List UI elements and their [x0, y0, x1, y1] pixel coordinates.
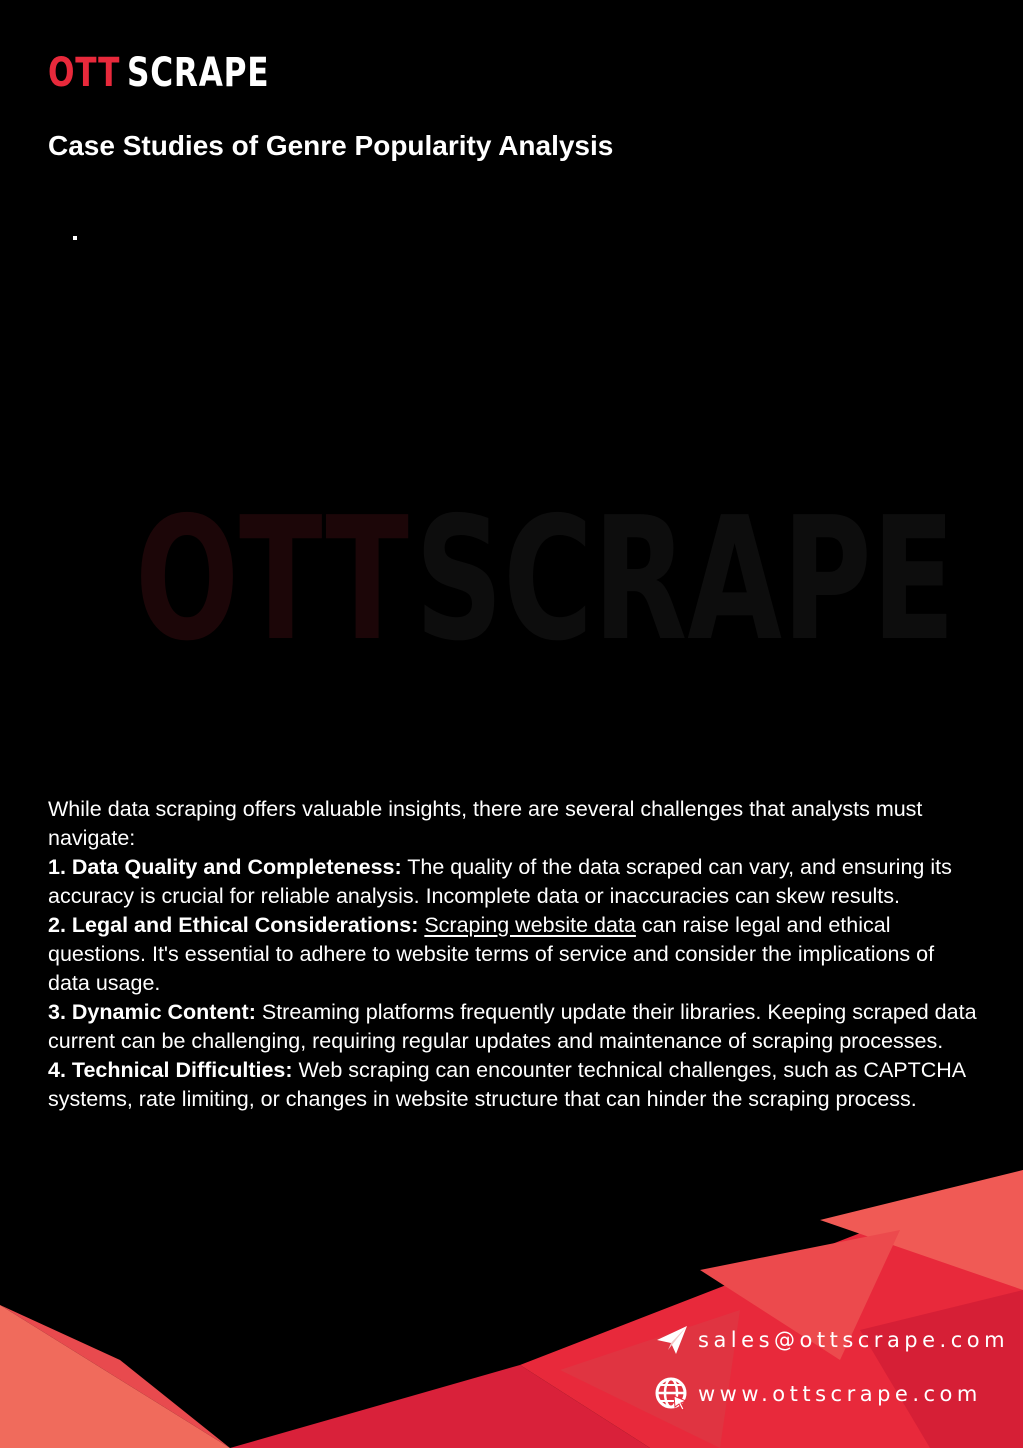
intro-paragraph: While data scraping offers valuable insights, there are several challenges that analysts must navigate:: [48, 797, 923, 850]
watermark-ott: OTT: [135, 481, 409, 679]
page-title: Case Studies of Genre Popularity Analysis: [48, 130, 614, 161]
logo-scrape-text: SCRAPE: [126, 50, 269, 96]
challenge-item-2: [48, 911, 978, 998]
globe-icon: [654, 1376, 690, 1412]
paper-plane-icon: [654, 1322, 690, 1358]
email-text: sales@ottscrape.com: [698, 1328, 1010, 1352]
challenge-item-3: [48, 998, 978, 1056]
challenge-text: can raise legal and ethical questions. It's essential to adhere to website terms of service and consider the implications of data usage.: [48, 913, 935, 995]
challenge-item-1: [48, 853, 978, 911]
footer-website[interactable]: [654, 1376, 982, 1412]
scraping-website-data-link[interactable]: Scraping website data: [424, 913, 636, 937]
website-text: www.ottscrape.com: [698, 1382, 982, 1406]
challenge-text: The quality of the data scraped can vary, and ensuring its accuracy is crucial for reliable analysis. Incomplete data or inaccuracies can skew results.: [48, 855, 952, 908]
brand-watermark: [135, 481, 1023, 679]
challenge-text: Streaming platforms frequently update their libraries. Keeping scraped data current can be challenging, requiring regular updates and maintenance of scraping processes.: [48, 1000, 977, 1053]
challenge-label: 1. Data Quality and Completeness:: [48, 855, 402, 879]
watermark-scrape: SCRAPE: [415, 481, 956, 679]
challenge-label: 3. Dynamic Content:: [48, 1000, 256, 1024]
bullet-dot: [73, 236, 77, 240]
challenge-text: Web scraping can encounter technical challenges, such as CAPTCHA systems, rate limiting, or changes in website structure that can hinder the scraping process.: [48, 1058, 965, 1111]
logo-ott-text: OTT: [48, 50, 121, 96]
brand-logo[interactable]: [48, 48, 309, 98]
footer-email[interactable]: [654, 1322, 1009, 1358]
challenge-label: 2. Legal and Ethical Considerations:: [48, 913, 419, 937]
challenges-section: [48, 795, 978, 1114]
challenge-item-4: [48, 1056, 978, 1114]
challenge-label: 4. Technical Difficulties:: [48, 1058, 293, 1082]
